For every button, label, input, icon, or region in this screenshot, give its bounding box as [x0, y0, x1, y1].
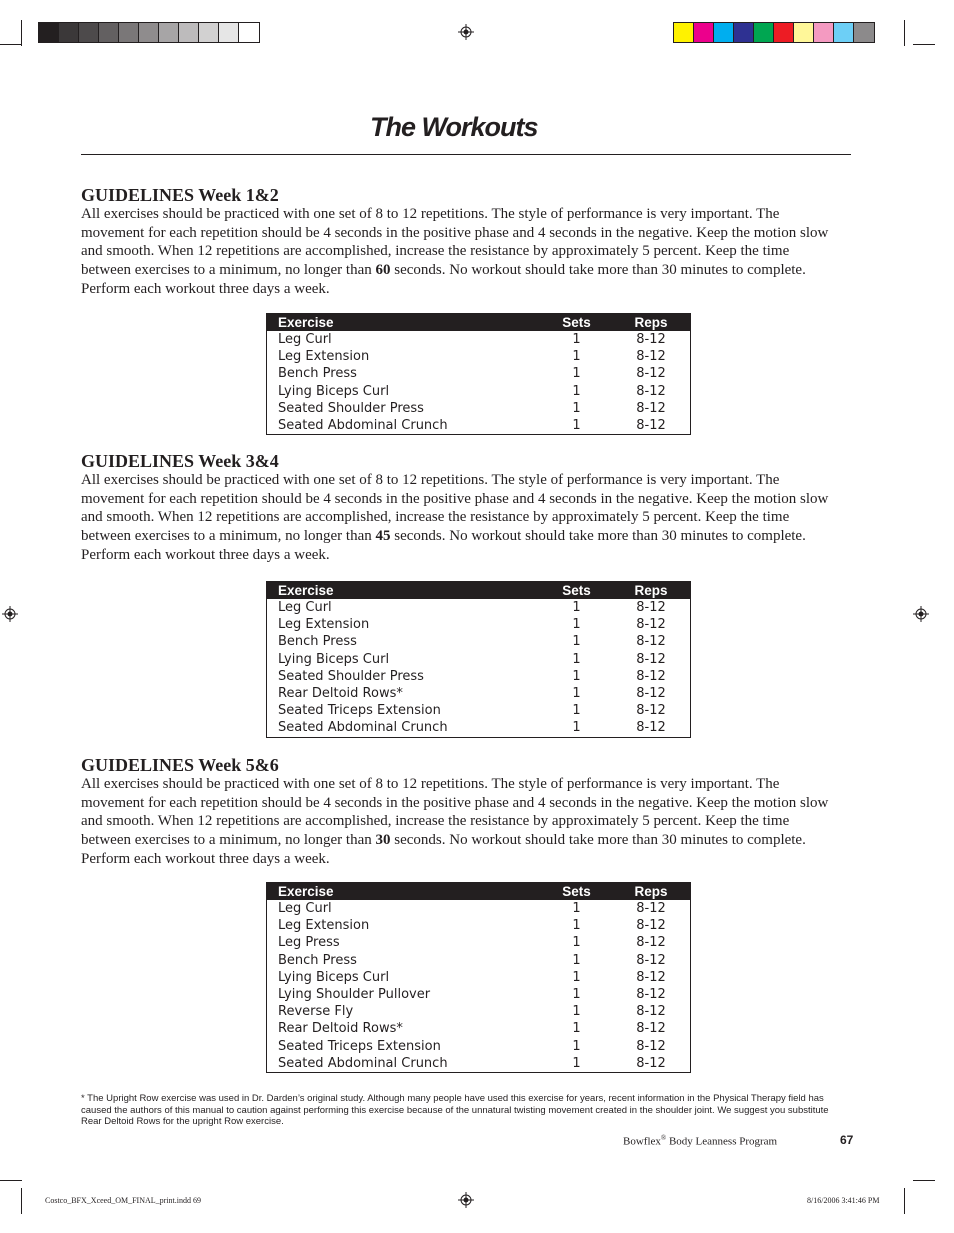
exercise-cell: Leg Curl: [278, 332, 332, 347]
reps-cell: 8-12: [636, 720, 666, 736]
exercise-cell: Leg Extension: [278, 349, 370, 365]
color-swatch: [199, 23, 219, 42]
slug-timestamp: 8/16/2006 3:41:46 PM: [807, 1196, 880, 1205]
reps-cell: 8-12: [636, 400, 666, 416]
exercise-cell: Leg Press: [278, 935, 340, 951]
registration-mark-icon: [2, 606, 18, 622]
reps-cell: 8-12: [636, 918, 666, 934]
table-header: [267, 883, 690, 900]
reps-cell: 8-12: [636, 1004, 666, 1020]
reps-cell: 8-12: [636, 600, 666, 615]
reps-cell: 8-12: [636, 935, 666, 951]
table-row: [267, 383, 690, 400]
sets-cell: 1: [572, 1055, 581, 1071]
reps-cell: 8-12: [636, 685, 666, 701]
crop-mark: [0, 1180, 22, 1181]
page-title: The Workouts: [370, 112, 538, 142]
color-swatch: [119, 23, 139, 42]
crop-mark: [913, 1180, 935, 1181]
sets-cell: 1: [572, 685, 581, 701]
exercise-cell: Leg Extension: [278, 918, 370, 934]
rest-seconds: 60: [375, 262, 391, 279]
sets-cell: 1: [572, 332, 581, 347]
column-header-exercise: Exercise: [278, 884, 334, 899]
table-row: [267, 1055, 690, 1072]
exercise-table-week-5-6: [266, 882, 691, 1073]
section-paragraph: All exercises should be practiced with one set of 8 to 12 repetitions. The style of performance is very important. The movement for each repetition should be 4 seconds in the positive phase and 4 seconds in the negative. Keep the motion slow and smooth. When 12 repetitions are accomplished, increase the resistance by approximately 5 percent. Keep the time between exercises to a minimum, no longer than 30 seconds. No workout should take more than 30 minutes to complete. Perform each workout three days a week.: [81, 776, 829, 867]
exercise-cell: Bench Press: [278, 366, 357, 382]
table-row: [267, 900, 690, 917]
sets-cell: 1: [572, 651, 581, 667]
exercise-cell: Leg Curl: [278, 901, 332, 916]
sets-cell: 1: [572, 918, 581, 934]
column-header-reps: Reps: [634, 583, 668, 598]
reps-cell: 8-12: [636, 634, 666, 650]
sets-cell: 1: [572, 366, 581, 382]
reps-cell: 8-12: [636, 617, 666, 633]
crop-mark: [904, 1188, 905, 1214]
exercise-cell: Lying Biceps Curl: [278, 651, 390, 667]
color-swatch: [734, 23, 754, 42]
table-row: [267, 969, 690, 986]
section-paragraph: All exercises should be practiced with one set of 8 to 12 repetitions. The style of performance is very important. The movement for each repetition should be 4 seconds in the positive phase and 4 seconds in the negative. Keep the motion slow and smooth. When 12 repetitions are accomplished, increase the resistance by approximately 5 percent. Keep the time between exercises to a minimum, no longer than 60 seconds. No workout should take more than 30 minutes to complete. Perform each workout three days a week.: [81, 206, 829, 297]
table-row: [267, 986, 690, 1003]
exercise-table-week-3-4: [266, 581, 691, 738]
column-header-exercise: Exercise: [278, 315, 334, 330]
exercise-cell: Reverse Fly: [278, 1004, 354, 1020]
table-row: [267, 400, 690, 417]
table-row: [267, 917, 690, 934]
exercise-cell: Lying Shoulder Pullover: [278, 986, 431, 1002]
color-swatch: [814, 23, 834, 42]
table-row: [267, 1003, 690, 1020]
grayscale-bar: [38, 22, 260, 43]
table-row: [267, 934, 690, 951]
registration-mark-icon: [458, 24, 474, 40]
guidelines-section-week-3-4: [81, 451, 841, 565]
sets-cell: 1: [572, 1021, 581, 1037]
section-heading: GUIDELINES Week 1&2: [81, 185, 279, 205]
crop-mark: [0, 44, 22, 45]
column-header-sets: Sets: [562, 884, 591, 899]
section-heading: GUIDELINES Week 3&4: [81, 451, 279, 471]
exercise-cell: Rear Deltoid Rows*: [278, 1021, 403, 1037]
column-header-sets: Sets: [562, 315, 591, 330]
reps-cell: 8-12: [636, 901, 666, 916]
sets-cell: 1: [572, 986, 581, 1002]
crop-mark: [21, 20, 22, 46]
color-swatch: [239, 23, 259, 42]
exercise-cell: Seated Abdominal Crunch: [278, 720, 448, 736]
table-row: [267, 1038, 690, 1055]
sets-cell: 1: [572, 952, 581, 968]
table-row: [267, 1020, 690, 1037]
exercise-cell: Rear Deltoid Rows*: [278, 685, 403, 701]
title-divider: [81, 154, 851, 155]
color-swatch: [159, 23, 179, 42]
reps-cell: 8-12: [636, 651, 666, 667]
exercise-cell: Lying Biceps Curl: [278, 383, 390, 399]
exercise-cell: Seated Shoulder Press: [278, 400, 424, 416]
registration-mark-icon: [458, 1192, 474, 1208]
reps-cell: 8-12: [636, 1021, 666, 1037]
table-row: [267, 685, 690, 702]
reps-cell: 8-12: [636, 969, 666, 985]
sets-cell: 1: [572, 668, 581, 684]
reps-cell: 8-12: [636, 952, 666, 968]
sets-cell: 1: [572, 617, 581, 633]
exercise-cell: Seated Triceps Extension: [278, 1038, 441, 1054]
table-row: [267, 719, 690, 736]
section-paragraph: All exercises should be practiced with one set of 8 to 12 repetitions. The style of performance is very important. The movement for each repetition should be 4 seconds in the positive phase and 4 seconds in the negative. Keep the motion slow and smooth. When 12 repetitions are accomplished, increase the resistance by approximately 5 percent. Keep the time between exercises to a minimum, no longer than 45 seconds. No workout should take more than 30 minutes to complete. Perform each workout three days a week.: [81, 472, 829, 563]
section-heading: GUIDELINES Week 5&6: [81, 755, 279, 775]
color-swatch: [694, 23, 714, 42]
exercise-cell: Leg Curl: [278, 600, 332, 615]
reps-cell: 8-12: [636, 383, 666, 399]
reps-cell: 8-12: [636, 349, 666, 365]
table-row: [267, 331, 690, 348]
color-swatch: [39, 23, 59, 42]
process-color-bar: [673, 22, 875, 43]
color-swatch: [139, 23, 159, 42]
reps-cell: 8-12: [636, 417, 666, 433]
exercise-cell: Seated Triceps Extension: [278, 703, 441, 719]
column-header-reps: Reps: [634, 884, 668, 899]
rest-seconds: 30: [375, 832, 391, 849]
exercise-cell: Bench Press: [278, 634, 357, 650]
crop-mark: [913, 44, 935, 45]
sets-cell: 1: [572, 720, 581, 736]
registration-mark-icon: [913, 606, 929, 622]
sets-cell: 1: [572, 349, 581, 365]
table-row: [267, 348, 690, 365]
sets-cell: 1: [572, 383, 581, 399]
reps-cell: 8-12: [636, 366, 666, 382]
reps-cell: 8-12: [636, 1055, 666, 1071]
sets-cell: 1: [572, 969, 581, 985]
crop-mark: [21, 1188, 22, 1214]
reps-cell: 8-12: [636, 986, 666, 1002]
rest-seconds: 45: [375, 528, 391, 545]
color-swatch: [59, 23, 79, 42]
guidelines-section-week-5-6: [81, 755, 841, 869]
reps-cell: 8-12: [636, 332, 666, 347]
sets-cell: 1: [572, 400, 581, 416]
column-header-reps: Reps: [634, 315, 668, 330]
table-row: [267, 702, 690, 719]
footnote: * The Upright Row exercise was used in Dr. Darden’s original study. Although many people have used this exercise for years, recent information in the Physical Therapy field has caused the authors of this manual to caution against performing this exercise because of the unnatural twisting movement created in the shoulder joint. We suggest you substitute Rear Deltoid Rows for the upright Row exercise.: [81, 1093, 829, 1127]
exercise-cell: Seated Abdominal Crunch: [278, 417, 448, 433]
table-row: [267, 952, 690, 969]
crop-mark: [904, 20, 905, 46]
table-header: [267, 582, 690, 599]
color-swatch: [219, 23, 239, 42]
reps-cell: 8-12: [636, 1038, 666, 1054]
sets-cell: 1: [572, 901, 581, 916]
color-swatch: [754, 23, 774, 42]
table-header: [267, 314, 690, 331]
color-swatch: [834, 23, 854, 42]
table-row: [267, 668, 690, 685]
exercise-cell: Leg Extension: [278, 617, 370, 633]
exercise-cell: Lying Biceps Curl: [278, 969, 390, 985]
color-swatch: [794, 23, 814, 42]
page-number: 67: [840, 1133, 854, 1147]
sets-cell: 1: [572, 600, 581, 615]
color-swatch: [714, 23, 734, 42]
color-swatch: [854, 23, 874, 42]
exercise-cell: Bench Press: [278, 952, 357, 968]
sets-cell: 1: [572, 1038, 581, 1054]
color-swatch: [674, 23, 694, 42]
table-row: [267, 599, 690, 616]
color-swatch: [179, 23, 199, 42]
guidelines-section-week-1-2: [81, 185, 841, 299]
sets-cell: 1: [572, 417, 581, 433]
exercise-cell: Seated Shoulder Press: [278, 668, 424, 684]
color-swatch: [99, 23, 119, 42]
footer-brand: Bowflex® Body Leanness Program: [623, 1134, 778, 1148]
table-row: [267, 616, 690, 633]
table-row: [267, 651, 690, 668]
sets-cell: 1: [572, 1004, 581, 1020]
reps-cell: 8-12: [636, 668, 666, 684]
slug-file-name: Costco_BFX_Xceed_OM_FINAL_print.indd 69: [45, 1196, 201, 1205]
exercise-cell: Seated Abdominal Crunch: [278, 1055, 448, 1071]
color-swatch: [79, 23, 99, 42]
color-swatch: [774, 23, 794, 42]
sets-cell: 1: [572, 634, 581, 650]
sets-cell: 1: [572, 703, 581, 719]
column-header-exercise: Exercise: [278, 583, 334, 598]
sets-cell: 1: [572, 935, 581, 951]
table-row: [267, 417, 690, 434]
table-row: [267, 633, 690, 650]
column-header-sets: Sets: [562, 583, 591, 598]
exercise-table-week-1-2: [266, 313, 691, 435]
reps-cell: 8-12: [636, 703, 666, 719]
table-row: [267, 365, 690, 382]
